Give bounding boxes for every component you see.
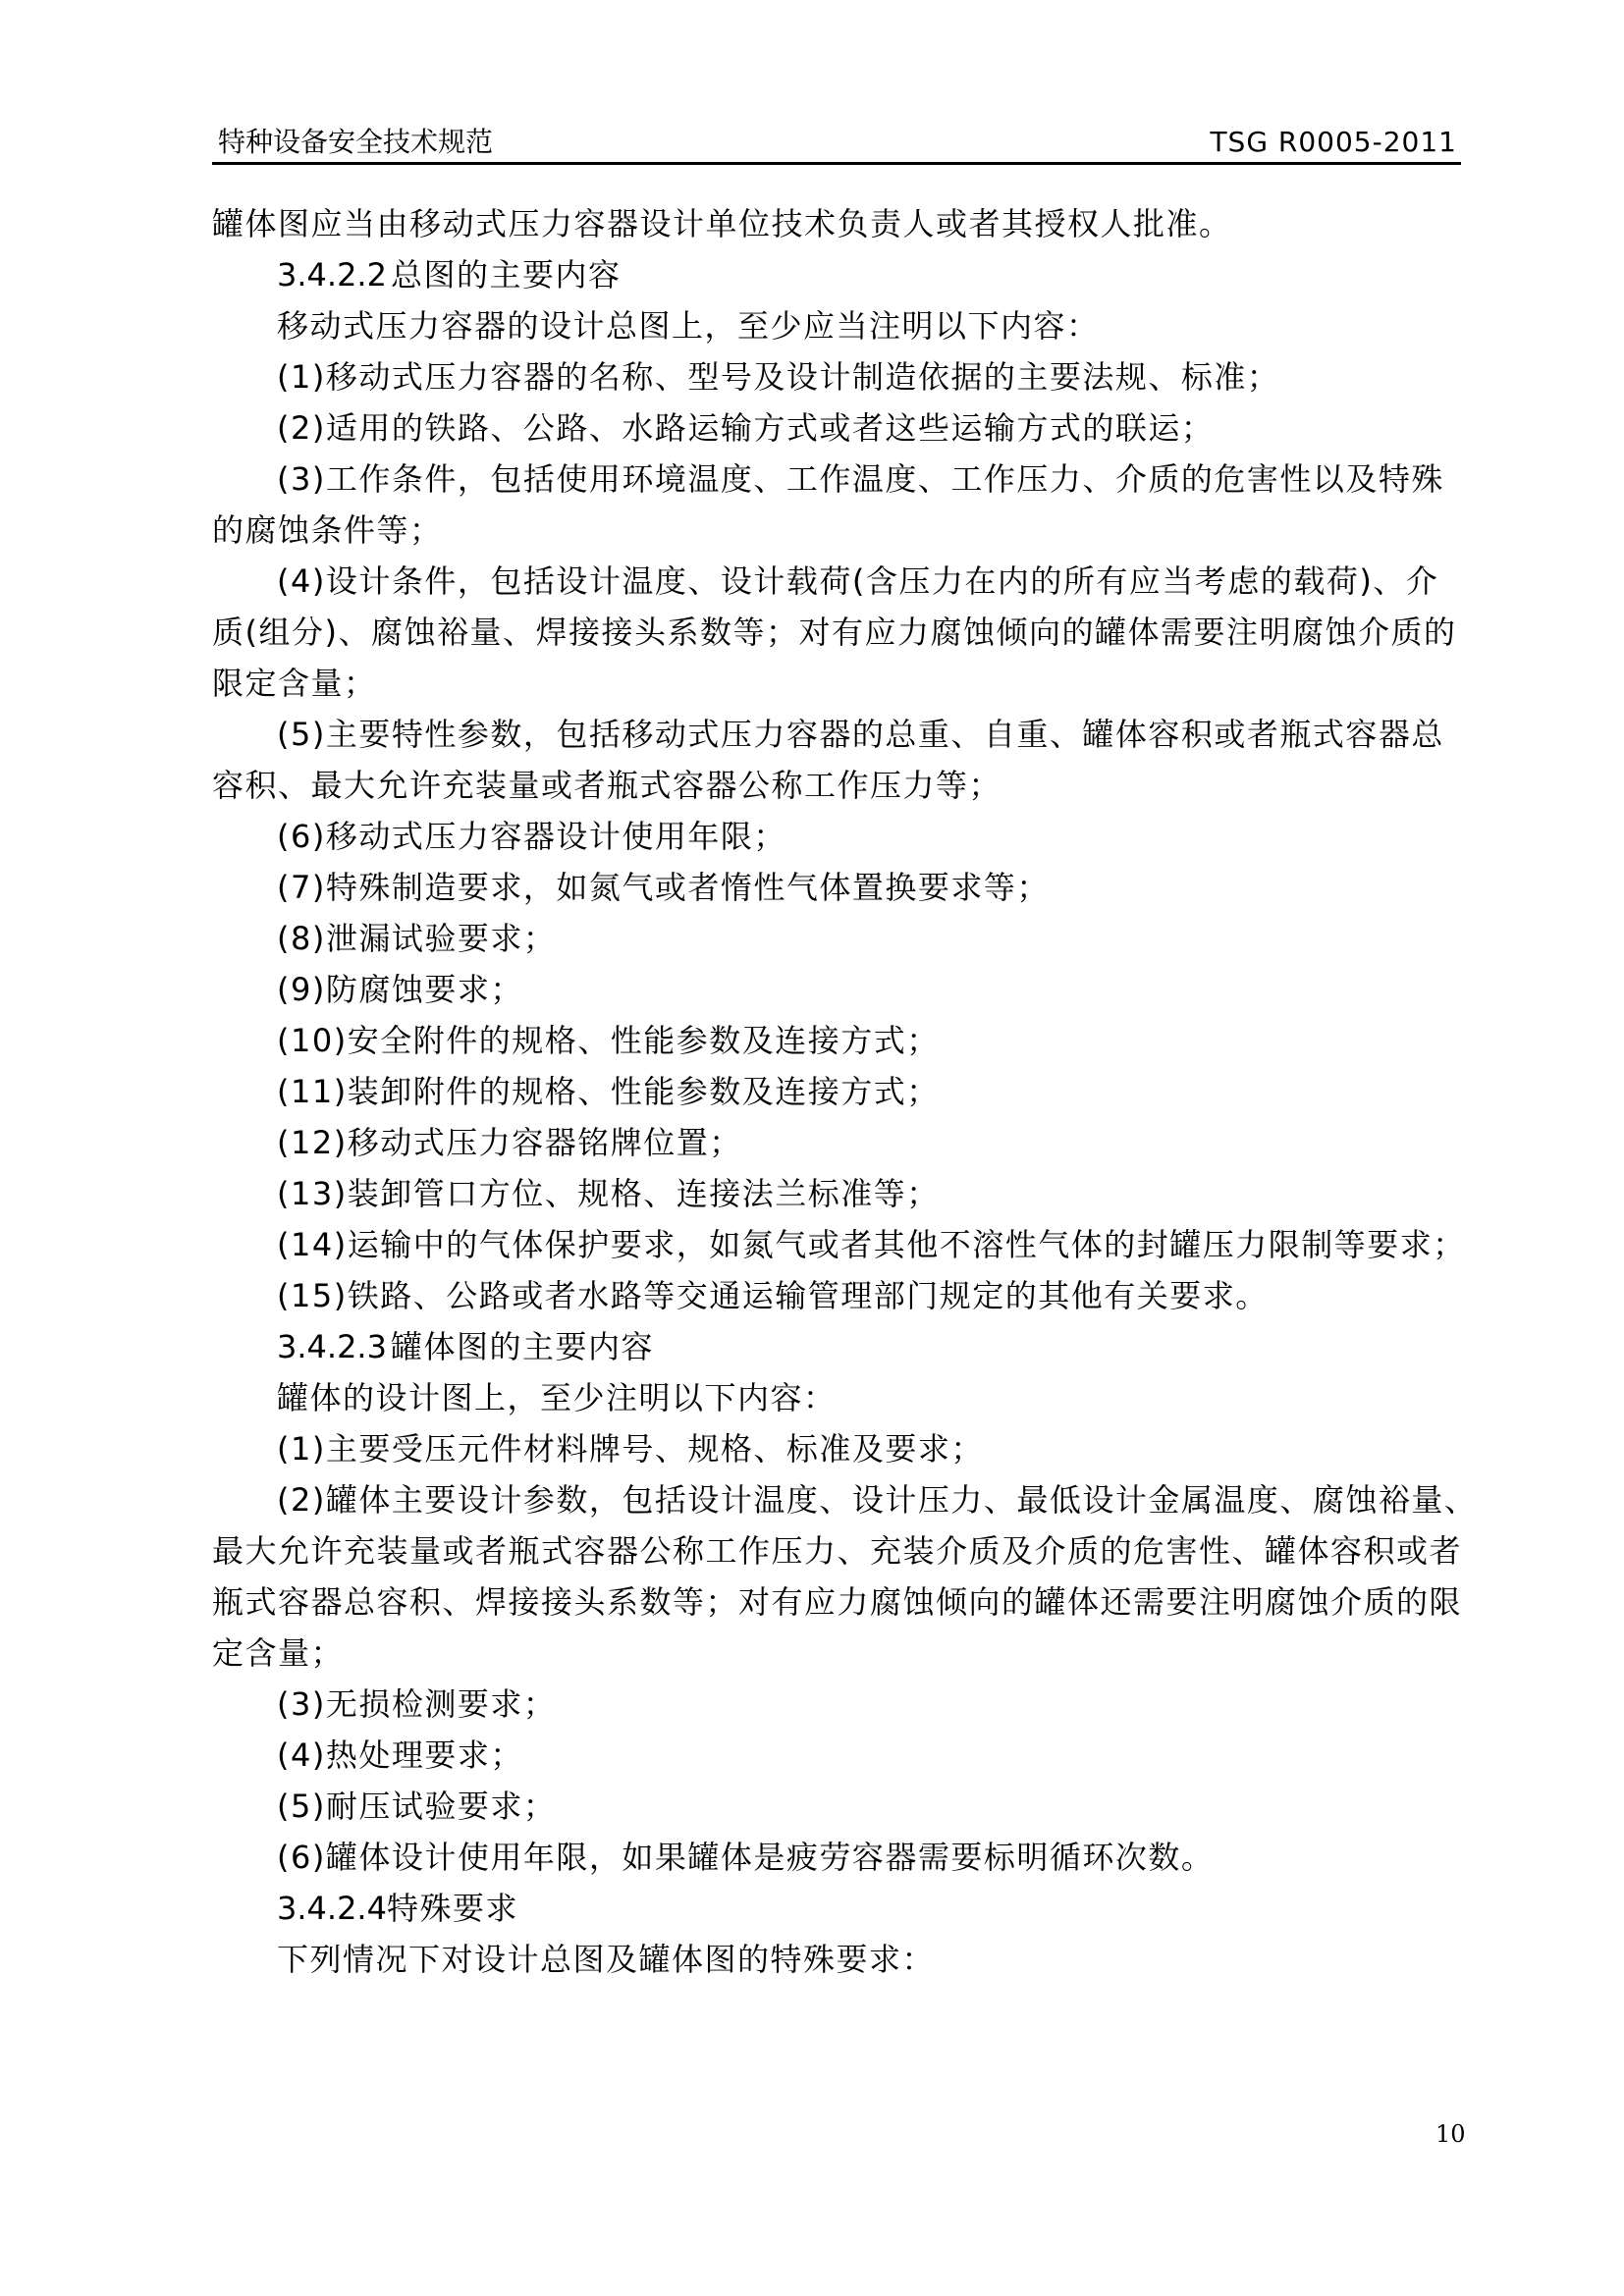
section-title: 特殊要求 — [386, 1890, 518, 1927]
section-heading — [212, 1321, 1461, 1372]
list-item: (12)移动式压力容器铭牌位置； — [277, 1124, 742, 1161]
list-item: (1)移动式压力容器的名称、型号及设计制造依据的主要法规、标准； — [277, 358, 1280, 396]
list-item: (3)工作条件，包括使用环境温度、工作温度、工作压力、介质的危害性以及特殊 — [277, 460, 1444, 498]
list-item: (4)热处理要求； — [277, 1736, 523, 1774]
section-heading — [212, 249, 1461, 300]
list-item: (6)罐体设计使用年限，如果罐体是疲劳容器需要标明循环次数。 — [277, 1839, 1215, 1876]
list-item: (9)防腐蚀要求； — [277, 971, 523, 1008]
page-number: 10 — [1435, 2120, 1466, 2148]
section-number: 3.4.2.4 — [277, 1890, 387, 1927]
page-header — [212, 123, 1461, 165]
standard-code: TSG R0005-2011 — [1210, 126, 1457, 158]
section-title: 总图的主要内容 — [391, 256, 622, 294]
list-item: (14)运输中的气体保护要求，如氮气或者其他不溶性气体的封罐压力限制等要求； — [277, 1226, 1466, 1263]
body-text — [212, 198, 1478, 1985]
list-item-continuation: 瓶式容器总容积、焊接接头系数等；对有应力腐蚀倾向的罐体还需要注明腐蚀介质的限 — [212, 1583, 1463, 1621]
section-number: 3.4.2.2 — [277, 256, 387, 294]
list-item: (5)主要特性参数，包括移动式压力容器的总重、自重、罐体容积或者瓶式容器总 — [277, 716, 1444, 753]
section-number: 3.4.2.3 — [277, 1328, 387, 1365]
list-item: (1)主要受压元件材料牌号、规格、标准及要求； — [277, 1430, 984, 1468]
list-item: (11)装卸附件的规格、性能参数及连接方式； — [277, 1073, 940, 1110]
paragraph-line: 罐体的设计图上，至少注明以下内容： — [277, 1379, 837, 1416]
list-item: (8)泄漏试验要求； — [277, 920, 557, 957]
list-item: (10)安全附件的规格、性能参数及连接方式； — [277, 1022, 940, 1059]
list-item: (3)无损检测要求； — [277, 1685, 557, 1723]
list-item-continuation: 限定含量； — [212, 665, 377, 702]
paragraph-line: 下列情况下对设计总图及罐体图的特殊要求： — [277, 1941, 936, 1978]
section-heading — [212, 1883, 1461, 1934]
section-title: 罐体图的主要内容 — [391, 1328, 655, 1365]
list-item: (15)铁路、公路或者水路等交通运输管理部门规定的其他有关要求。 — [277, 1277, 1269, 1314]
list-item: (4)设计条件，包括设计温度、设计载荷(含压力在内的所有应当考虑的载荷)、介 — [277, 562, 1439, 600]
paragraph-line: 移动式压力容器的设计总图上，至少应当注明以下内容： — [277, 307, 1100, 345]
list-item-continuation: 质(组分)、腐蚀裕量、焊接接头系数等；对有应力腐蚀倾向的罐体需要注明腐蚀介质的 — [212, 614, 1457, 651]
list-item: (2)适用的铁路、公路、水路运输方式或者这些运输方式的联运； — [277, 409, 1215, 447]
list-item: (5)耐压试验要求； — [277, 1788, 557, 1825]
paragraph-line: 罐体图应当由移动式压力容器设计单位技术负责人或者其授权人批准。 — [212, 205, 1232, 242]
list-item: (7)特殊制造要求，如氮气或者惰性气体置换要求等； — [277, 869, 1050, 906]
list-item-continuation: 最大允许充装量或者瓶式容器公称工作压力、充装介质及介质的危害性、罐体容积或者 — [212, 1532, 1463, 1570]
document-title: 特种设备安全技术规范 — [218, 126, 494, 158]
list-item-continuation: 定含量； — [212, 1634, 345, 1672]
list-item-continuation: 容积、最大允许充装量或者瓶式容器公称工作压力等； — [212, 767, 1002, 804]
list-item: (6)移动式压力容器设计使用年限； — [277, 818, 786, 855]
list-item: (13)装卸管口方位、规格、连接法兰标准等； — [277, 1175, 940, 1212]
list-item-continuation: 的腐蚀条件等； — [212, 511, 443, 549]
list-item: (2)罐体主要设计参数，包括设计温度、设计压力、最低设计金属温度、腐蚀裕量、 — [277, 1481, 1478, 1519]
